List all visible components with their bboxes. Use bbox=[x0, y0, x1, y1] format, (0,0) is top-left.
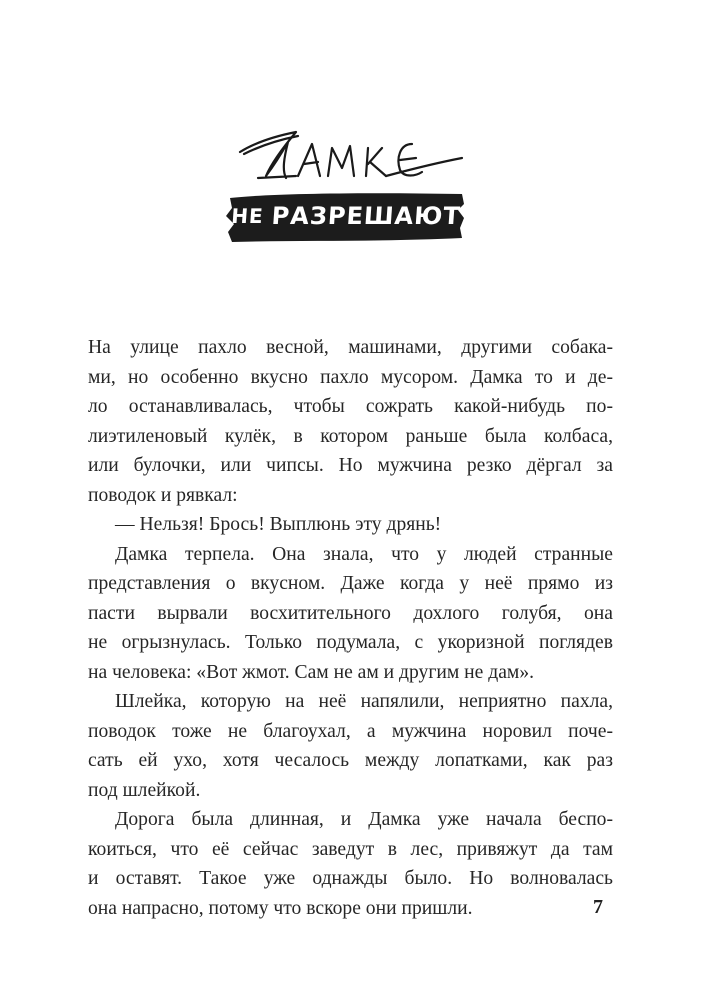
text-line: — Нельзя! Брось! Выплюнь эту дрянь! bbox=[115, 514, 442, 535]
text-line: она напрасно, потому что вскоре они пришли. bbox=[88, 897, 473, 919]
text-line: сать ей ухо, хотя чесалось между лопатками, как раз bbox=[88, 750, 613, 771]
banner-word-ne: НЕ bbox=[230, 204, 265, 228]
text-line: пасти вырвали восхитительного дохлого голубя, она bbox=[88, 602, 613, 624]
text-line: поводок тоже не благоухал, а мужчина норовил поче- bbox=[88, 720, 613, 742]
body-text bbox=[88, 333, 613, 923]
text-line: и оставят. Такое уже однажды было. Но волновалась bbox=[88, 868, 613, 889]
text-line: не огрызнулась. Только подумала, с укоризной поглядев bbox=[88, 632, 613, 653]
page-number: 7 bbox=[593, 896, 603, 918]
title-banner bbox=[226, 188, 466, 244]
text-line: Дорога была длинная, и Дамка уже начала беспо- bbox=[115, 809, 613, 830]
text-line: или булочки, или чипсы. Но мужчина резко дёргал за bbox=[88, 455, 613, 476]
text-line: под шлейкой. bbox=[88, 779, 201, 801]
text-line: Шлейка, которую на неё напялили, неприятно пахла, bbox=[115, 691, 613, 712]
chapter-title bbox=[226, 118, 476, 248]
text-line: Дамка терпела. Она знала, что у людей странные bbox=[115, 543, 613, 565]
text-line: ло останавливалась, чтобы сожрать какой-нибудь по- bbox=[88, 396, 613, 417]
handwritten-title-damke bbox=[236, 118, 466, 188]
text-line: ми, но особенно вкусно пахло мусором. Дамка то и де- bbox=[88, 366, 613, 388]
banner-word-razreshayut: РАЗРЕШАЮТ bbox=[270, 202, 462, 230]
text-line: На улице пахло весной, машинами, другими собака- bbox=[88, 337, 613, 358]
text-line: коиться, что её сейчас заведут в лес, привяжут да там bbox=[88, 838, 613, 860]
text-line: на человека: «Вот жмот. Сам не ам и другим не дам». bbox=[88, 661, 535, 683]
text-line: лиэтиленовый кулёк, в котором раньше была колбаса, bbox=[88, 425, 613, 447]
text-line: поводок и рявкал: bbox=[88, 484, 238, 506]
text-line: представления о вкусном. Даже когда у неё прямо из bbox=[88, 573, 613, 594]
